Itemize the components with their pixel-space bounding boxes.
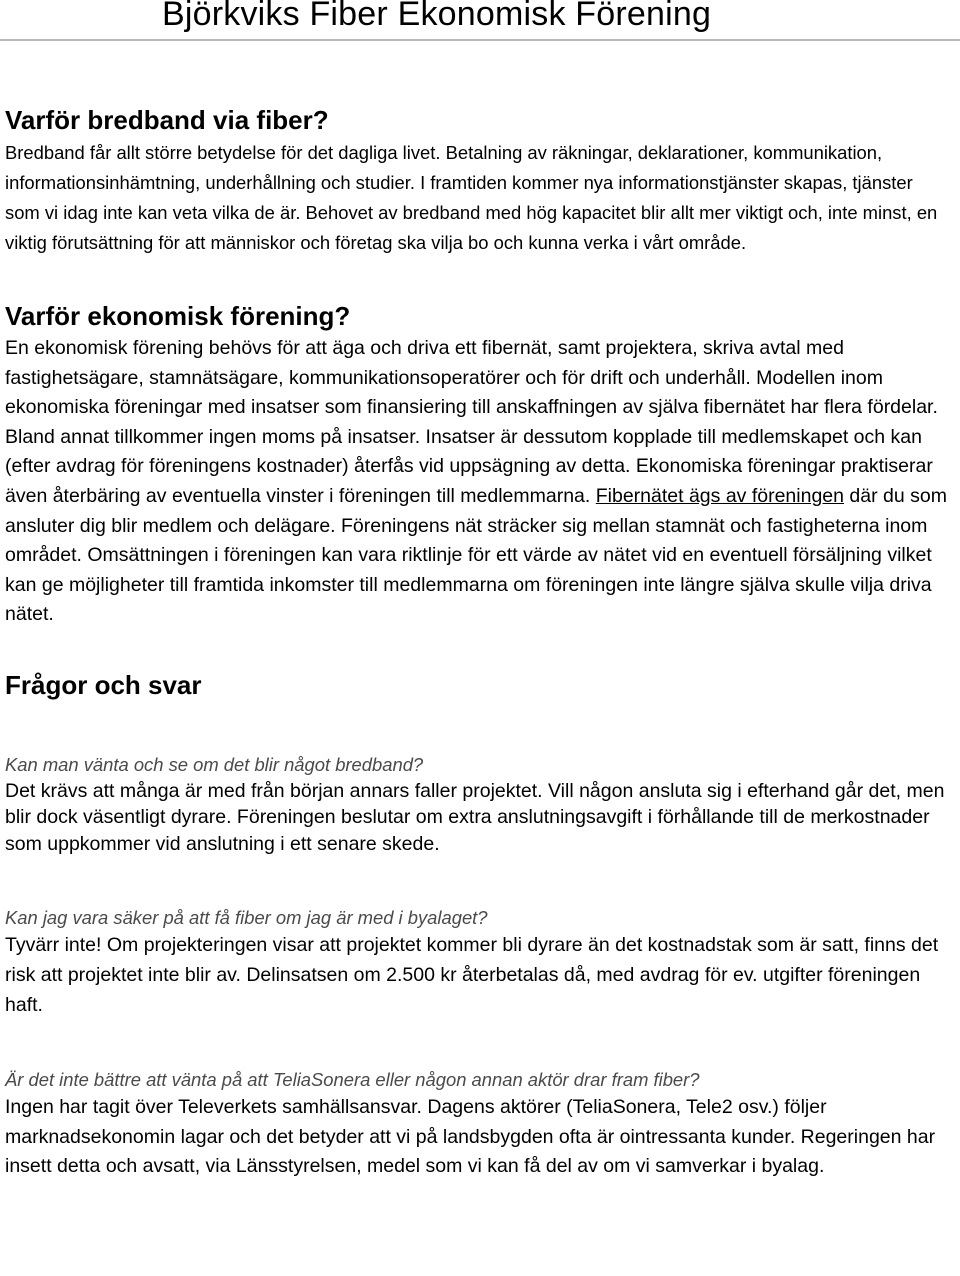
section-body-why-fiber: Bredband får allt större betydelse för det dagliga livet. Betalning av räkningar, deklarationer, kommunikation, informationsinhämtning, underhållning och studier. I framtiden kommer nya informationstjänster skapas, tjänster som vi idag inte kan veta vilka de är. Behovet av bredband med hög kapacitet blir allt mer viktigt och, inte minst, en viktig förutsättning för att människor och företag ska vilja bo och kunna verka i vårt område. (5, 142, 938, 253)
section-body-why-association (5, 334, 952, 630)
association-paragraph-main: En ekonomisk förening behövs för att äga och driva ett fibernät, samt projektera, skriva avtal med fastighetsägare, stamnätsägare, kommunikationsoperatörer och för drift och underhåll. Modellen inom ekonomiska föreningar med insatser som finansiering till anskaffningen av själva fibernätet har flera fördelar. Bland annat tillkommer ingen moms på insatser. Insatser är dessutom kopplade till medlemskapet och kan (efter avdrag för föreningens kostnader) återfås vid uppsägning av detta. Ekonomiska föreningar praktiserar även återbäring av eventuella vinster i föreningen till medlemmarna. (5, 337, 938, 507)
faq-list (5, 753, 952, 1182)
faq-heading: Frågor och svar (5, 669, 202, 700)
document-title: Björkviks Fiber Ekonomisk Förening (162, 0, 712, 33)
title-divider (0, 39, 960, 41)
underlined-phrase: Fibernätet ägs av föreningen (595, 484, 844, 507)
association-paragraph-tail: där du som ansluter dig blir medlem och delägare. Föreningens nät sträcker sig mellan stamnät och fastigheterna inom området. Omsättningen i föreningen kan vara riktlinje för ett värde av nätet vid en eventuell försäljning vilket kan ge möjligheter till framtida inkomster till medlemmarna om föreningen inte längre själva skulle vilja driva nätet. (5, 484, 947, 626)
section-heading-why-fiber: Varför bredband via fiber? (5, 105, 329, 135)
faq-question-3: Är det inte bättre att vänta på att TeliaSonera eller någon annan aktör drar fram fiber? (5, 1069, 700, 1091)
faq-answer-1: Det krävs att många är med från början annars faller projektet. Vill någon ansluta sig i efterhand går det, men blir dock väsentligt dyrare. Föreningen beslutar om extra anslutningsavgift i förhållande till de merkostnader som uppkommer vid anslutning i ett senare skede. (5, 779, 945, 855)
faq-question-1: Kan man vänta och se om det blir något bredband? (5, 753, 424, 775)
faq-question-2: Kan jag vara säker på att få fiber om jag är med i byalaget? (5, 907, 488, 929)
faq-answer-2: Tyvärr inte! Om projekteringen visar att projektet kommer bli dyrare än det kostnadstak som är satt, finns det risk att projektet inte blir av. Delinsatsen om 2.500 kr återbetalas då, med avdrag för ev. utgifter föreningen haft. (5, 934, 939, 1016)
faq-answer-3: Ingen har tagit över Televerkets samhällsansvar. Dagens aktörer (TeliaSonera, Tele2 osv.) följer marknadsekonomin lagar och det betyder att vi på landsbygden ofta är ointressanta kunder. Regeringen har insett detta och avsatt, via Länsstyrelsen, medel som vi kan få del av om vi samverkar i byalag. (5, 1096, 936, 1178)
section-heading-why-association: Varför ekonomisk förening? (5, 301, 351, 331)
